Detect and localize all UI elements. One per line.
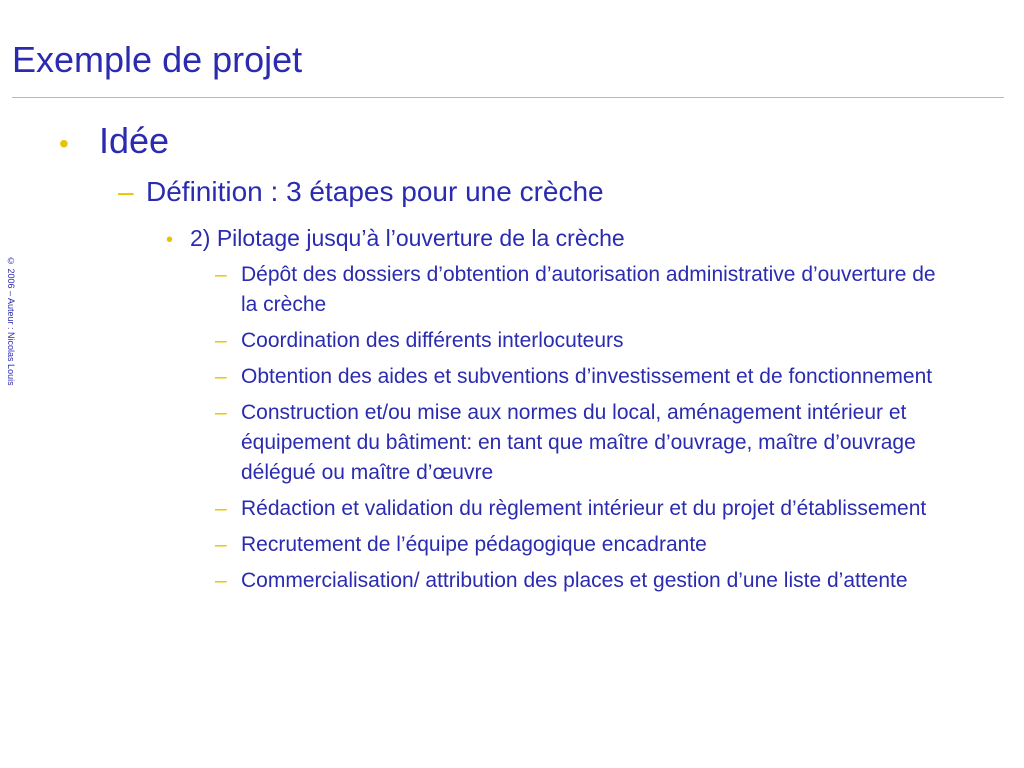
dash-marker: – — [215, 329, 227, 352]
bullet-level3 — [166, 222, 625, 256]
dash-marker: – — [118, 176, 134, 207]
list-item-text: Coordination des différents interlocuteurs — [241, 329, 624, 352]
list-item — [215, 566, 975, 596]
list-item — [215, 398, 975, 488]
list-item-text: Commercialisation/ attribution des places et gestion d’une liste d’attente — [241, 569, 908, 592]
dash-marker: – — [215, 569, 227, 592]
list-item-text: Obtention des aides et subventions d’investissement et de fonctionnement — [241, 365, 933, 388]
list-item-text: Dépôt des dossiers d’obtention d’autorisation administrative d’ouverture de la crèche — [241, 263, 936, 316]
bullet-marker: • — [59, 128, 69, 159]
list-item — [215, 530, 975, 560]
dash-marker: – — [215, 263, 227, 286]
bullet-level1 — [59, 118, 169, 167]
bullet-level1-text: Idée — [99, 120, 170, 161]
list-item — [215, 494, 975, 524]
title-divider — [12, 97, 1004, 98]
dash-marker: – — [215, 533, 227, 556]
dash-marker: – — [215, 401, 227, 424]
bullet-marker: • — [166, 229, 174, 251]
list-item-text: Rédaction et validation du règlement intérieur et du projet d’établissement — [241, 497, 927, 520]
slide-title: Exemple de projet — [12, 39, 303, 80]
list-item — [215, 260, 975, 320]
bullet-level3-text: 2) Pilotage jusqu’à l’ouverture de la crèche — [190, 225, 625, 251]
sub-items-list — [215, 260, 975, 602]
list-item — [215, 326, 975, 356]
list-item-text: Recrutement de l’équipe pédagogique encadrante — [241, 533, 707, 556]
bullet-level2 — [118, 173, 604, 211]
list-item — [215, 362, 975, 392]
dash-marker: – — [215, 365, 227, 388]
list-item-text: Construction et/ou mise aux normes du local, aménagement intérieur et équipement du bâtiment: en tant que maître d’ouvrage, maître d’ouvrage délégué ou maître d’œuvre — [241, 401, 916, 484]
bullet-level2-text: Définition : 3 étapes pour une crèche — [146, 176, 604, 207]
copyright-note: © 2006 – Auteur : Nicolas Louis — [6, 256, 16, 386]
dash-marker: – — [215, 497, 227, 520]
